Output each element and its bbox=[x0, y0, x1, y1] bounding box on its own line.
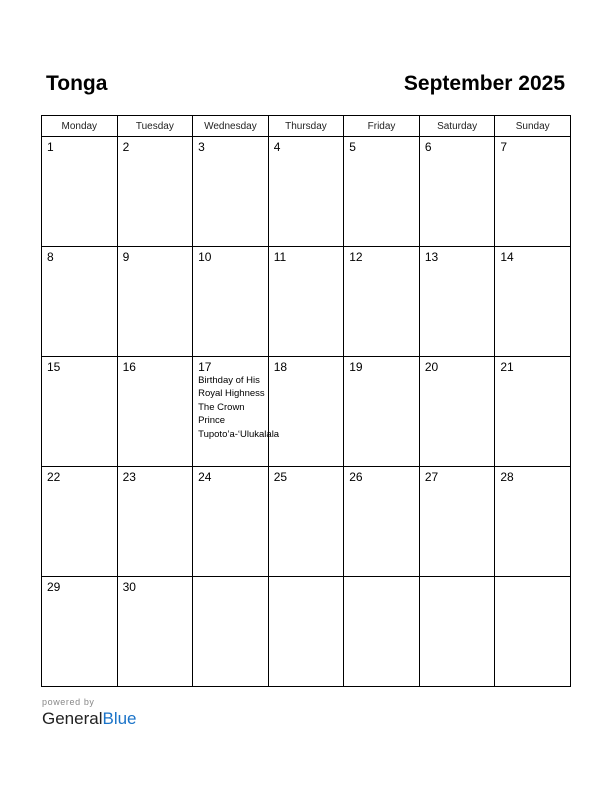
day-cell bbox=[193, 467, 269, 577]
day-number: 3 bbox=[198, 140, 205, 154]
day-cell bbox=[268, 137, 344, 247]
day-number: 4 bbox=[273, 140, 281, 154]
brand-general-text: General bbox=[42, 709, 103, 728]
day-number: 27 bbox=[424, 470, 439, 484]
weekday-saturday: Saturday bbox=[419, 116, 495, 137]
week-row bbox=[42, 137, 571, 247]
month-title: September 2025 bbox=[403, 72, 565, 95]
day-number: 12 bbox=[349, 250, 363, 264]
day-number: 9 bbox=[122, 250, 130, 264]
day-number: 10 bbox=[198, 250, 212, 264]
day-cell bbox=[42, 357, 118, 467]
day-cell bbox=[42, 137, 118, 247]
day-cell bbox=[419, 577, 495, 687]
weekday-sunday: Sunday bbox=[495, 116, 571, 137]
day-cell bbox=[495, 357, 571, 467]
day-number: 21 bbox=[500, 360, 514, 374]
day-number: 11 bbox=[273, 250, 287, 264]
day-number: 23 bbox=[122, 470, 136, 484]
day-cell bbox=[268, 467, 344, 577]
day-cell bbox=[193, 357, 280, 467]
calendar-grid bbox=[41, 115, 571, 687]
day-cell bbox=[344, 357, 420, 467]
country-title: Tonga bbox=[46, 72, 108, 95]
day-cell bbox=[117, 577, 193, 687]
day-cell bbox=[495, 137, 571, 247]
weekday-tuesday: Tuesday bbox=[117, 116, 193, 137]
day-number: 5 bbox=[349, 140, 356, 154]
day-number: 26 bbox=[349, 470, 363, 484]
day-cell bbox=[268, 357, 344, 467]
day-cell bbox=[268, 247, 344, 357]
day-number: 13 bbox=[424, 250, 439, 264]
day-cell bbox=[193, 577, 269, 687]
weekday-wednesday: Wednesday bbox=[193, 116, 269, 137]
footer bbox=[42, 696, 137, 729]
day-cell bbox=[419, 357, 495, 467]
day-cell bbox=[117, 247, 193, 357]
day-cell bbox=[419, 247, 495, 357]
day-cell bbox=[42, 247, 118, 357]
day-cell bbox=[344, 247, 420, 357]
day-number: 30 bbox=[122, 580, 136, 594]
day-cell bbox=[344, 577, 420, 687]
week-row bbox=[42, 357, 571, 467]
day-cell bbox=[419, 137, 495, 247]
day-cell bbox=[193, 247, 269, 357]
day-cell bbox=[344, 467, 420, 577]
day-number: 29 bbox=[47, 580, 61, 594]
day-number: 14 bbox=[500, 250, 514, 264]
week-row bbox=[42, 247, 571, 357]
day-number: 22 bbox=[47, 470, 61, 484]
day-number: 24 bbox=[198, 470, 212, 484]
weekday-header-row bbox=[42, 116, 571, 137]
day-number: 7 bbox=[500, 140, 508, 154]
day-cell bbox=[193, 137, 269, 247]
brand-blue-text: Blue bbox=[102, 709, 137, 728]
day-cell bbox=[117, 467, 193, 577]
day-cell bbox=[495, 247, 571, 357]
day-number: 28 bbox=[500, 470, 514, 484]
day-number: 19 bbox=[349, 360, 363, 374]
weekday-monday: Monday bbox=[42, 116, 118, 137]
weekday-friday: Friday bbox=[344, 116, 420, 137]
day-cell bbox=[268, 577, 344, 687]
day-cell bbox=[495, 577, 571, 687]
day-number: 15 bbox=[47, 360, 61, 374]
day-cell bbox=[117, 357, 193, 467]
day-number: 17 bbox=[198, 360, 212, 374]
day-number: 2 bbox=[122, 140, 130, 154]
day-cell bbox=[495, 467, 571, 577]
day-cell bbox=[42, 467, 118, 577]
day-cell bbox=[117, 137, 193, 247]
day-number: 18 bbox=[273, 360, 288, 374]
day-number: 20 bbox=[424, 360, 439, 374]
day-number: 16 bbox=[122, 360, 136, 374]
day-cell bbox=[344, 137, 420, 247]
week-row bbox=[42, 577, 571, 687]
powered-by-text: powered by bbox=[42, 697, 95, 707]
weekday-thursday: Thursday bbox=[268, 116, 344, 137]
day-number: 6 bbox=[424, 140, 432, 154]
calendar-header bbox=[41, 70, 571, 100]
holiday-label: Birthday of His Royal Highness The Crown Prince Tupoto’a-‘Ulukalala bbox=[198, 375, 280, 440]
day-number: 1 bbox=[47, 140, 54, 154]
week-row bbox=[42, 467, 571, 577]
day-number: 25 bbox=[273, 470, 288, 484]
generalblue-logo[interactable] bbox=[42, 709, 137, 729]
day-cell bbox=[42, 577, 118, 687]
day-number: 8 bbox=[47, 250, 54, 264]
day-cell bbox=[419, 467, 495, 577]
